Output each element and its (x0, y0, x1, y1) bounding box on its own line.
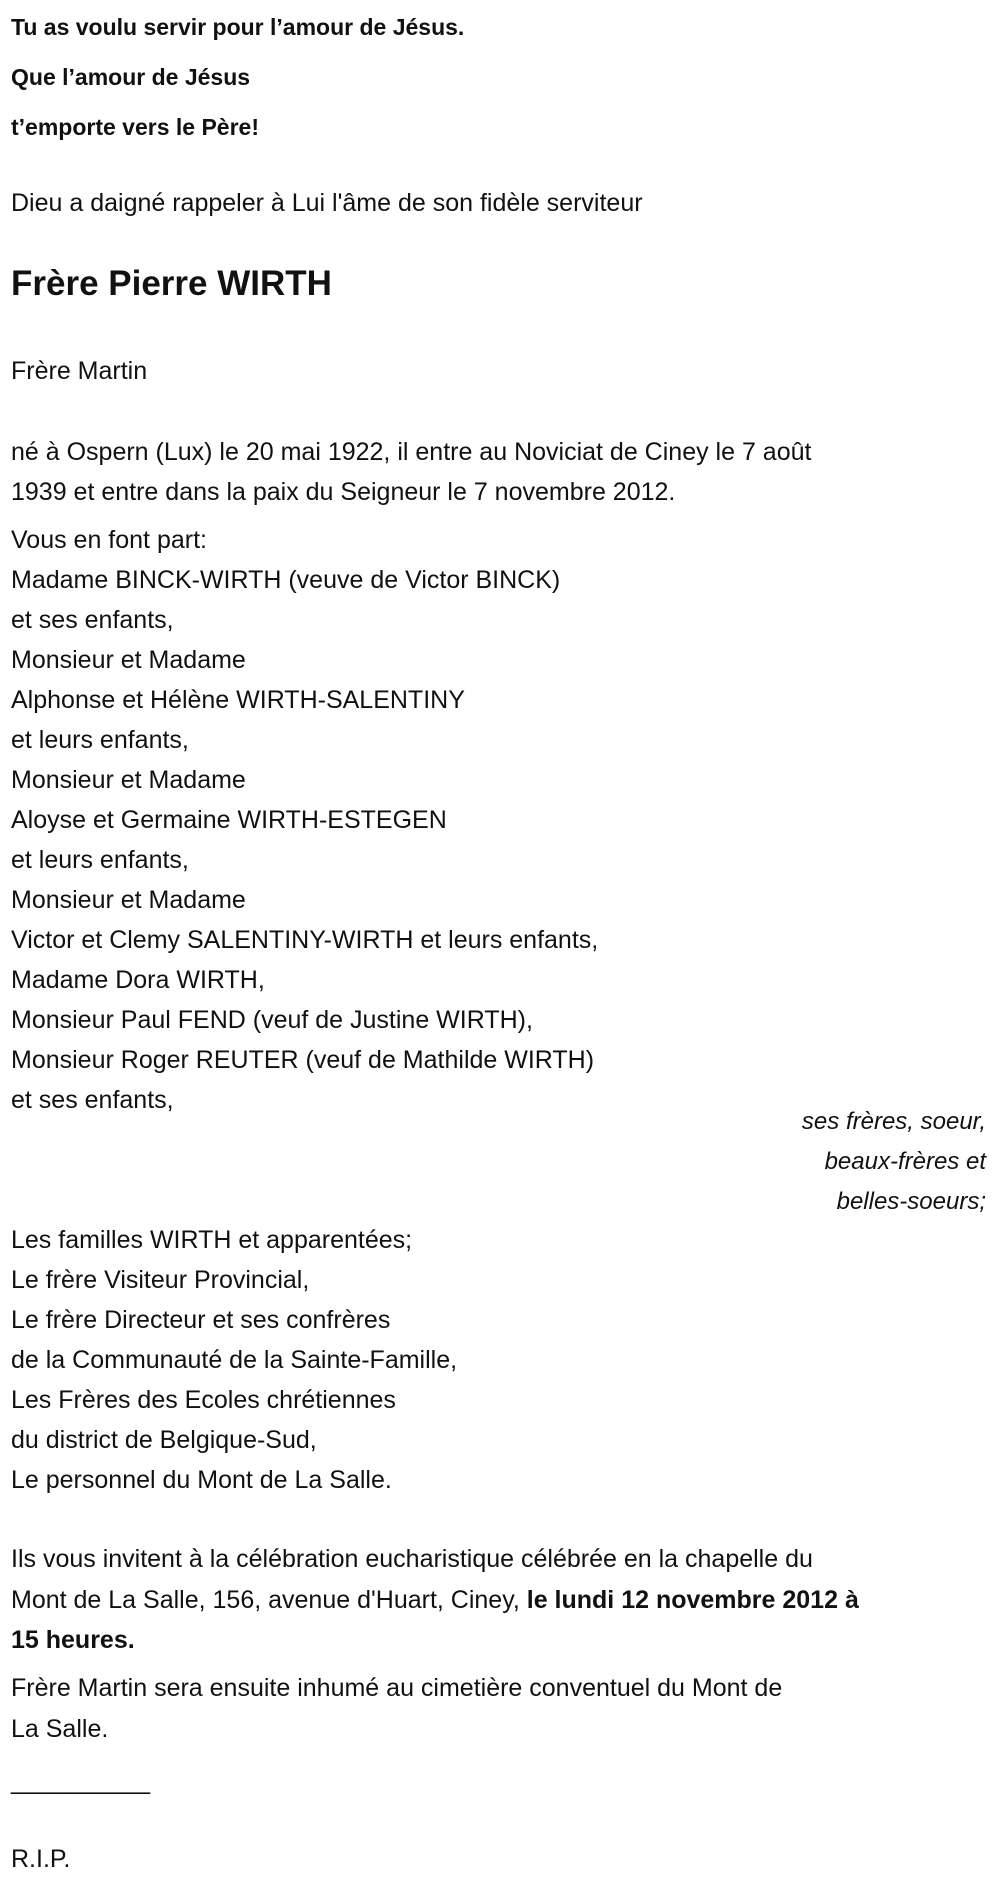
invite-time: 15 heures. (11, 1626, 135, 1654)
others-line: de la Communauté de la Sainte-Famille, (11, 1346, 458, 1374)
others-line: du district de Belgique-Sud, (11, 1426, 317, 1454)
bio-line: 1939 et entre dans la paix du Seigneur le 7 novembre 2012. (11, 478, 676, 506)
family-line: et leurs enfants, (11, 726, 189, 754)
invite-line (11, 1585, 859, 1615)
family-line: Monsieur et Madame (11, 766, 246, 794)
relation-line: ses frères, soeur, (801, 1108, 986, 1135)
family-line: Madame BINCK-WIRTH (veuve de Victor BINCK) (11, 566, 561, 594)
invite-date: le lundi 12 novembre 2012 à (526, 1586, 859, 1614)
intro-text: Dieu a daigné rappeler à Lui l'âme de son fidèle serviteur (11, 189, 643, 217)
relation-line: beaux-frères et (824, 1148, 986, 1175)
separator: __________ (11, 1767, 151, 1795)
family-line: et ses enfants, (11, 606, 174, 634)
quote-line: Que l’amour de Jésus (11, 64, 251, 90)
others-line: Les familles WIRTH et apparentées; (11, 1226, 413, 1254)
closing-rip: R.I.P. (11, 1845, 71, 1873)
others-line: Les Frères des Ecoles chrétiennes (11, 1386, 396, 1414)
family-line: Monsieur Roger REUTER (veuf de Mathilde WIRTH) (11, 1046, 595, 1074)
family-line: Victor et Clemy SALENTINY-WIRTH et leurs enfants, (11, 926, 599, 954)
religious-name: Frère Martin (11, 357, 148, 385)
family-line: et leurs enfants, (11, 846, 189, 874)
others-line: Le personnel du Mont de La Salle. (11, 1466, 392, 1494)
others-line: Le frère Directeur et ses confrères (11, 1306, 391, 1334)
bio-line: né à Ospern (Lux) le 20 mai 1922, il entre au Noviciat de Ciney le 7 août (11, 438, 812, 466)
deceased-name: Frère Pierre WIRTH (11, 264, 332, 303)
family-line: Monsieur et Madame (11, 886, 246, 914)
burial-line: Frère Martin sera ensuite inhumé au cimetière conventuel du Mont de (11, 1674, 783, 1702)
invite-line: Ils vous invitent à la célébration eucharistique célébrée en la chapelle du (11, 1545, 813, 1573)
family-line: Alphonse et Hélène WIRTH-SALENTINY (11, 686, 465, 714)
family-line: Monsieur Paul FEND (veuf de Justine WIRTH), (11, 1006, 533, 1034)
invite-address: Mont de La Salle, 156, avenue d'Huart, Ciney, (11, 1586, 527, 1614)
quote-line: t’emporte vers le Père! (11, 114, 260, 140)
relation-line: belles-soeurs; (836, 1188, 986, 1215)
burial-line: La Salle. (11, 1715, 109, 1743)
family-line: Vous en font part: (11, 526, 207, 554)
quote-line: Tu as voulu servir pour l’amour de Jésus. (11, 14, 465, 40)
family-line: Aloyse et Germaine WIRTH-ESTEGEN (11, 806, 447, 834)
family-line: et ses enfants, (11, 1086, 174, 1114)
others-line: Le frère Visiteur Provincial, (11, 1266, 310, 1294)
family-line: Monsieur et Madame (11, 646, 246, 674)
family-line: Madame Dora WIRTH, (11, 966, 265, 994)
